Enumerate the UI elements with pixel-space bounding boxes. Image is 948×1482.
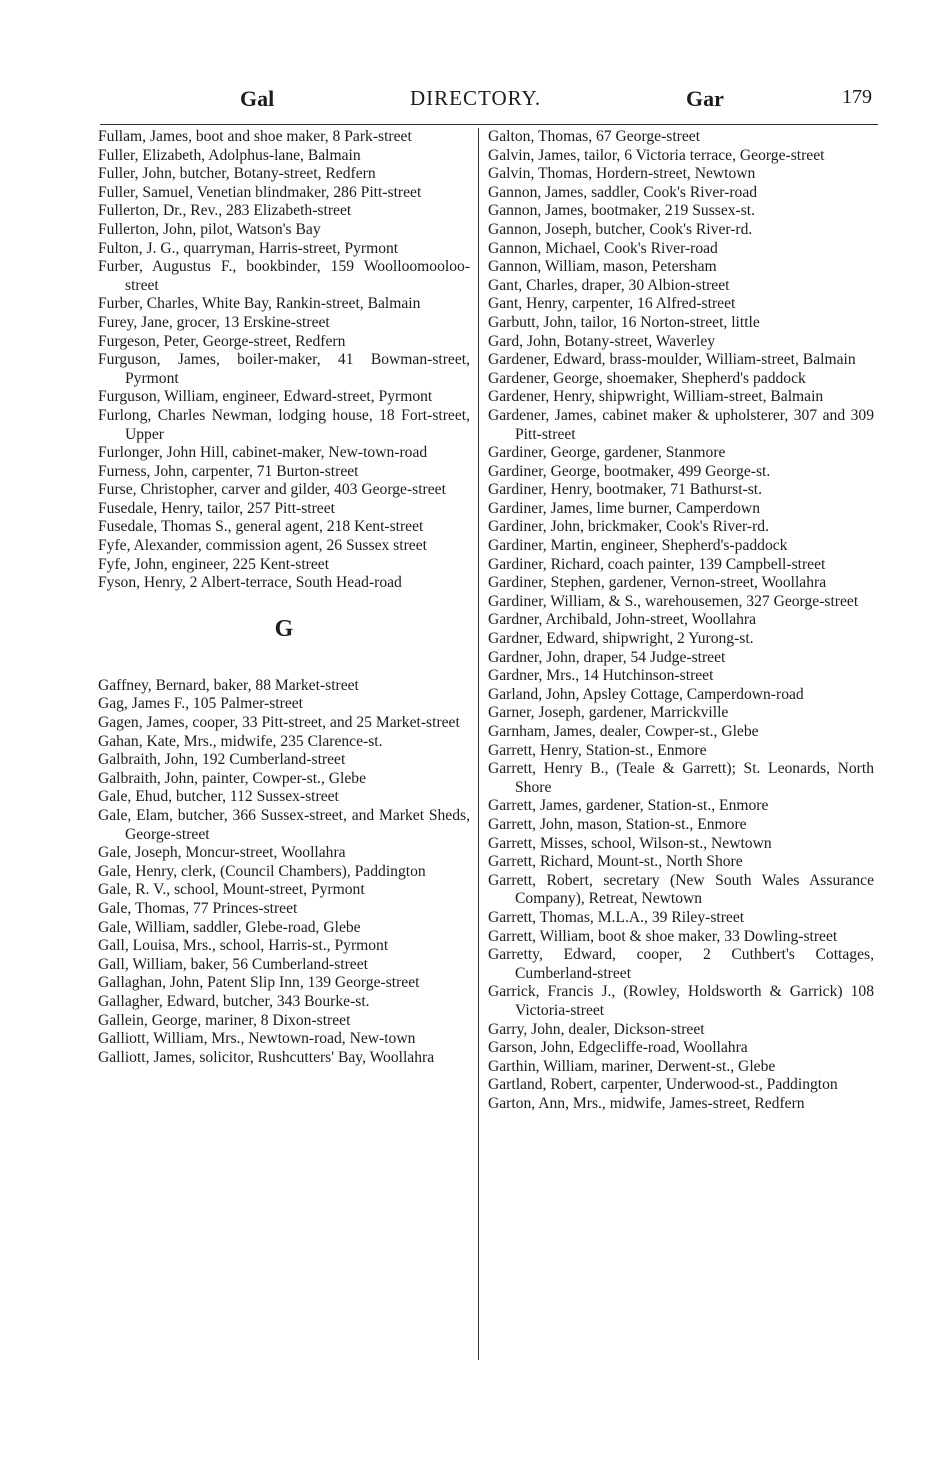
directory-entry: Furgeson, Peter, George-street, Redfern (98, 332, 346, 350)
directory-entry: Gannon, Michael, Cook's River-road (488, 239, 718, 257)
directory-entry: Fullerton, Dr., Rev., 283 Elizabeth-street (98, 202, 352, 220)
directory-entry: Gard, John, Botany-street, Waverley (488, 332, 716, 350)
directory-entry: Furlong, Charles Newman, lodging house, 18 Fort-street, Upper (98, 406, 470, 443)
directory-entry: Furlonger, John Hill, cabinet-maker, New-town-road (98, 444, 428, 462)
directory-entry: Fullerton, John, pilot, Watson's Bay (98, 220, 321, 238)
directory-entry: Fyson, Henry, 2 Albert-terrace, South Head-road (98, 574, 402, 592)
directory-entry: Garretty, Edward, cooper, 2 Cuthbert's Cottages, Cumberland-street (488, 946, 874, 982)
header-left-guide-word: Gal (240, 86, 275, 111)
directory-entry: Gardener, Henry, shipwright, William-street, Balmain (488, 388, 824, 406)
directory-entry: Fusedale, Henry, tailor, 257 Pitt-street (98, 499, 335, 517)
directory-entry: Furguson, William, engineer, Edward-street, Pyrmont (98, 388, 433, 406)
directory-entry: Gardiner, William, & S., warehousemen, 327 George-street (488, 592, 859, 610)
directory-entry: Gardiner, Martin, engineer, Shepherd's-paddock (488, 537, 788, 555)
directory-entry: Gale, Joseph, Moncur-street, Woollahra (98, 844, 346, 862)
directory-entry: Gale, Thomas, 77 Princes-street (98, 899, 298, 917)
directory-entry: Gardener, Edward, brass-moulder, William-street, Balmain (488, 351, 856, 369)
directory-entry: Gardiner, George, gardener, Stanmore (488, 444, 726, 462)
running-header (100, 86, 880, 120)
directory-entry: Garbutt, John, tailor, 16 Norton-street, little (488, 313, 760, 331)
directory-entry: Fulton, J. G., quarryman, Harris-street, Pyrmont (98, 239, 399, 257)
directory-entry: Garrett, Thomas, M.L.A., 39 Riley-street (488, 908, 745, 926)
header-title: DIRECTORY. (410, 86, 542, 110)
directory-entry: Fullam, James, boot and shoe maker, 8 Park-street (98, 128, 412, 145)
directory-entry: Gahan, Kate, Mrs., midwife, 235 Clarence-st. (98, 732, 383, 750)
directory-entry: Garnham, James, dealer, Cowper-st., Glebe (488, 723, 759, 740)
directory-entry: Gardiner, Stephen, gardener, Vernon-street, Woollahra (488, 574, 827, 592)
directory-entry: Gannon, William, mason, Petersham (488, 258, 717, 276)
directory-entry: Gant, Henry, carpenter, 16 Alfred-street (488, 295, 736, 313)
directory-entry: Garrett, James, gardener, Station-st., Enmore (488, 797, 769, 815)
directory-entry: Fusedale, Thomas S., general agent, 218 Kent-street (98, 518, 424, 536)
right-entries (488, 128, 874, 1113)
directory-entry: Gardiner, Henry, bootmaker, 71 Bathurst-st. (488, 481, 763, 499)
directory-entry: Garry, John, dealer, Dickson-street (488, 1020, 705, 1038)
directory-entry: Fuller, John, butcher, Botany-street, Redfern (98, 165, 376, 183)
directory-entry: Gale, Elam, butcher, 366 Sussex-street, and Market Sheds, George-street (98, 807, 470, 843)
directory-entry: Garrick, Francis J., (Rowley, Holdsworth & Garrick) 108 Victoria-street (488, 983, 874, 1019)
directory-entry: Gale, R. V., school, Mount-street, Pyrmont (98, 881, 365, 899)
page-number: 179 (842, 86, 872, 108)
directory-entry: Gardner, Edward, shipwright, 2 Yurong-st. (488, 630, 754, 648)
directory-entry: Gardner, John, draper, 54 Judge-street (488, 648, 726, 666)
directory-entry: Gallagher, Edward, butcher, 343 Bourke-st. (98, 992, 370, 1010)
header-rule (100, 124, 878, 125)
directory-entry: Gagen, James, cooper, 33 Pitt-street, and 25 Market-street (98, 714, 460, 732)
directory-entry: Galliott, William, Mrs., Newtown-road, New-town (98, 1030, 416, 1048)
left-entries-before (98, 128, 470, 593)
directory-entry: Gartland, Robert, carpenter, Underwood-st., Paddington (488, 1076, 838, 1094)
directory-entry: Fuller, Elizabeth, Adolphus-lane, Balmain (98, 146, 361, 164)
directory-entry: Fyfe, Alexander, commission agent, 26 Sussex street (98, 537, 427, 555)
directory-entry: Gall, Louisa, Mrs., school, Harris-st., Pyrmont (98, 937, 389, 955)
directory-entry: Gardener, James, cabinet maker & upholsterer, 307 and 309 Pitt-street (488, 406, 874, 443)
directory-entry: Gallein, George, mariner, 8 Dixon-street (98, 1011, 351, 1029)
directory-entry: Gannon, James, bootmaker, 219 Sussex-st. (488, 202, 756, 220)
section-letter: G (274, 615, 294, 642)
directory-entry: Gall, William, baker, 56 Cumberland-street (98, 955, 368, 973)
directory-entry: Gardner, Mrs., 14 Hutchinson-street (488, 667, 714, 685)
directory-entry: Gant, Charles, draper, 30 Albion-street (488, 276, 730, 294)
directory-entry: Garrett, Henry B., (Teale & Garrett); St. Leonards, North Shore (488, 760, 874, 796)
directory-entry: Fyfe, John, engineer, 225 Kent-street (98, 555, 330, 573)
directory-entry: Garton, Ann, Mrs., midwife, James-street, Redfern (488, 1094, 805, 1112)
directory-entry: Garson, John, Edgecliffe-road, Woollahra (488, 1039, 748, 1057)
directory-entry: Garland, John, Apsley Cottage, Camperdown-road (488, 685, 804, 703)
directory-entry: Gannon, James, saddler, Cook's River-road (488, 183, 758, 201)
directory-entry: Gag, James F., 105 Palmer-street (98, 695, 304, 713)
directory-entry: Garrett, Henry, Station-st., Enmore (488, 741, 707, 759)
directory-entry: Gallaghan, John, Patent Slip Inn, 139 George-street (98, 974, 420, 992)
directory-entry: Furber, Augustus F., bookbinder, 159 Woolloomooloo-street (98, 258, 470, 294)
directory-entry: Galton, Thomas, 67 George-street (488, 128, 701, 145)
directory-entry: Garthin, William, mariner, Derwent-st., Glebe (488, 1057, 776, 1075)
directory-entry: Garrett, Richard, Mount-st., North Shore (488, 853, 743, 871)
directory-entry: Gardner, Archibald, John-street, Woollahra (488, 611, 757, 629)
directory-entry: Gardener, George, shoemaker, Shepherd's paddock (488, 369, 806, 387)
directory-entry: Garrett, William, boot & shoe maker, 33 Dowling-street (488, 927, 838, 945)
directory-entry: Garrett, Robert, secretary (New South Wales Assurance Company), Retreat, Newtown (488, 871, 874, 908)
directory-entry: Galbraith, John, 192 Cumberland-street (98, 751, 346, 769)
left-entries-after (98, 677, 470, 1067)
directory-entry: Gardiner, Richard, coach painter, 139 Campbell-street (488, 555, 826, 573)
directory-entry: Gardiner, James, lime burner, Camperdown (488, 499, 760, 517)
directory-entry: Gale, Ehud, butcher, 112 Sussex-street (98, 788, 339, 806)
directory-entry: Gale, Henry, clerk, (Council Chambers), Paddington (98, 862, 426, 880)
directory-entry: Galvin, Thomas, Hordern-street, Newtown (488, 165, 756, 183)
directory-entry: Furse, Christopher, carver and gilder, 403 George-street (98, 481, 446, 499)
directory-entry: Gardiner, George, bootmaker, 499 George-st. (488, 462, 771, 480)
directory-entry: Gaffney, Bernard, baker, 88 Market-street (98, 676, 359, 694)
directory-entry: Galliott, James, solicitor, Rushcutters' Bay, Woollahra (98, 1048, 435, 1066)
directory-entry: Garrett, John, mason, Station-st., Enmore (488, 815, 747, 833)
directory-entry: Galvin, James, tailor, 6 Victoria terrace, George-street (488, 146, 825, 164)
directory-entry: Furguson, James, boiler-maker, 41 Bowman-street, Pyrmont (98, 351, 470, 387)
header-right-guide-word: Gar (686, 86, 724, 111)
directory-entry: Gale, William, saddler, Glebe-road, Glebe (98, 918, 361, 936)
directory-entry: Galbraith, John, painter, Cowper-st., Glebe (98, 769, 366, 787)
left-column (98, 128, 470, 1067)
directory-entry: Furness, John, carpenter, 71 Burton-street (98, 462, 359, 480)
directory-entry: Gardiner, John, brickmaker, Cook's River-rd. (488, 518, 769, 536)
directory-entry: Furber, Charles, White Bay, Rankin-street, Balmain (98, 295, 421, 313)
directory-entry: Garrett, Misses, school, Wilson-st., Newtown (488, 834, 772, 852)
directory-entry: Fuller, Samuel, Venetian blindmaker, 286 Pitt-street (98, 183, 422, 201)
column-divider (478, 128, 479, 1360)
directory-entry: Garner, Joseph, gardener, Marrickville (488, 704, 729, 722)
right-column (488, 128, 874, 1113)
directory-entry: Furey, Jane, grocer, 13 Erskine-street (98, 313, 330, 331)
directory-entry: Gannon, Joseph, butcher, Cook's River-rd. (488, 220, 753, 238)
